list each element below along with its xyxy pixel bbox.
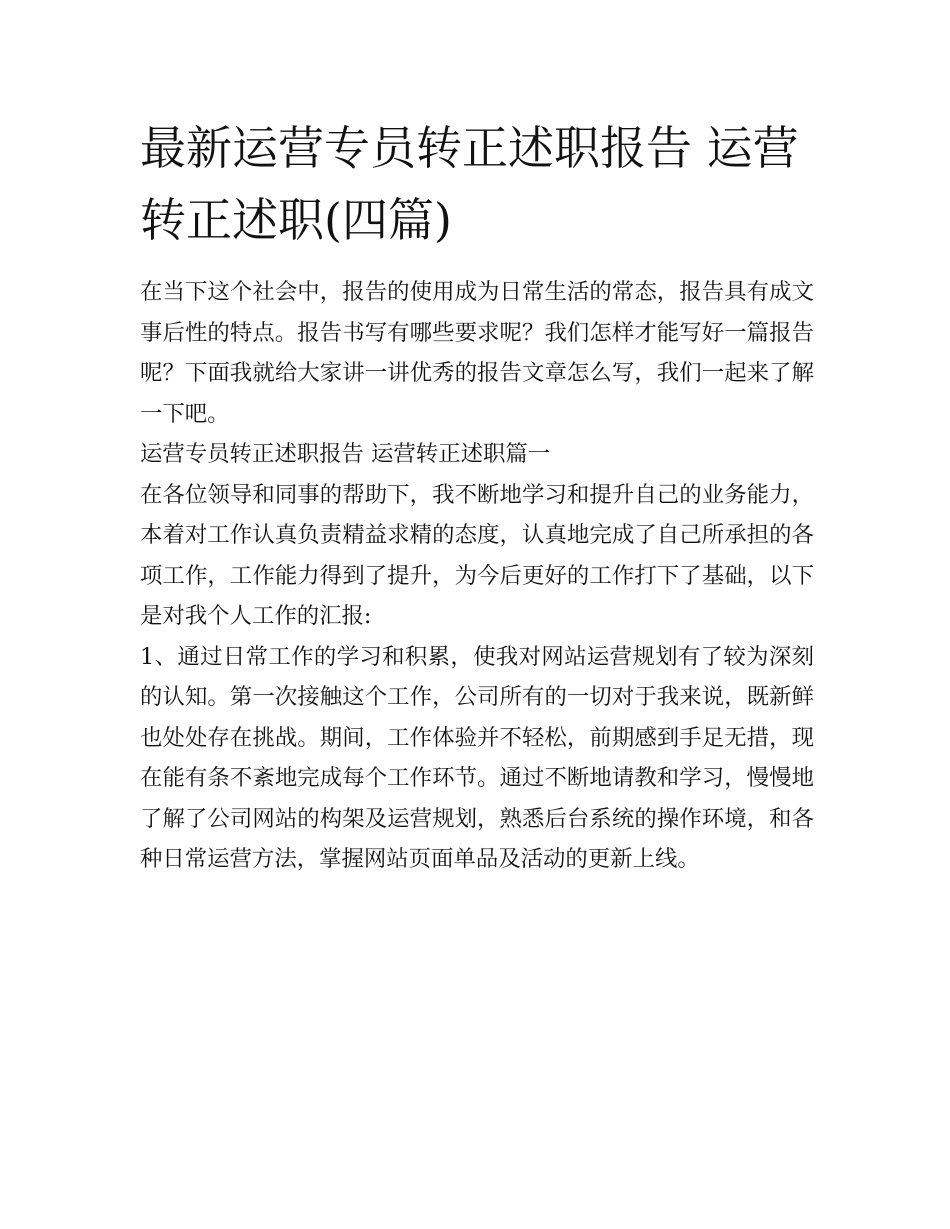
body-paragraph-2: 1、通过日常工作的学习和积累，使我对网站运营规划有了较为深刻的认知。第一次接触这个工作，公司所有的一切对于我来说，既新鲜也处处存在挑战。期间，工作体验并不轻松，前期感到手足无措，现在能有条不紊地完成每个工作环节。通过不断地请教和学习，慢慢地了解了公司网站的构架及运营规划，熟悉后台系统的操作环境，和各种日常运营方法，掌握网站页面单品及活动的更新上线。 bbox=[140, 643, 814, 872]
section-heading: 运营专员转正述职报告 运营转正述职篇一 bbox=[140, 441, 551, 467]
document-content bbox=[140, 112, 814, 880]
document-title: 最新运营专员转正述职报告 运营转正述职(四篇) bbox=[140, 121, 799, 247]
intro-paragraph: 在当下这个社会中，报告的使用成为日常生活的常态，报告具有成文事后性的特点。报告书写有哪些要求呢？我们怎样才能写好一篇报告呢？下面我就给大家讲一讲优秀的报告文章怎么写，我们一起来了解一下吧。 bbox=[140, 279, 814, 427]
body-paragraph-1: 在各位领导和同事的帮助下，我不断地学习和提升自己的业务能力，本着对工作认真负责精益求精的态度，认真地完成了自己所承担的各项工作，工作能力得到了提升，为今后更好的工作打下了基础，以下是对我个人工作的汇报: bbox=[140, 481, 814, 629]
